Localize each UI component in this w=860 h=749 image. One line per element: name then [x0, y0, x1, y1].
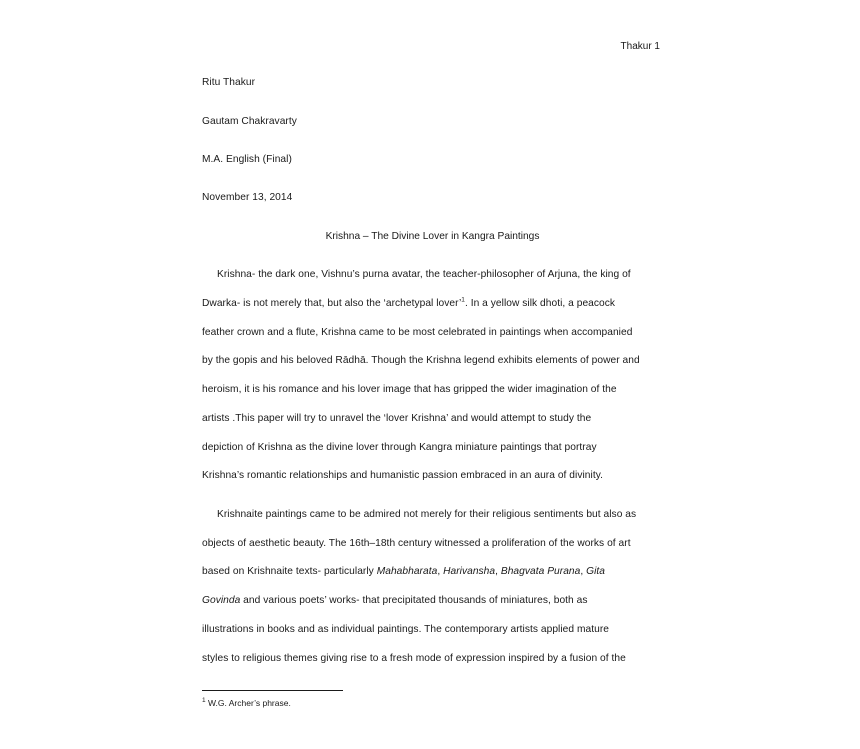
footnote-reference[interactable]: 1: [461, 296, 465, 304]
text-line: Krishna’s romantic relationships and humanistic passion embraced in an aura of divinity.: [202, 470, 603, 481]
work-title: Bhagvata Purana: [500, 566, 581, 577]
text-line: by the gopis and his beloved Rādhā. Though the Krishna legend exhibits elements of power and: [202, 355, 640, 366]
text-span: and various poets’ works- that precipitated thousands of miniatures, both as: [240, 595, 588, 606]
text-line: [202, 594, 588, 607]
text-line: Krishnaite paintings came to be admired not merely for their religious sentiments but also as: [217, 509, 637, 520]
text-line: Krishna- the dark one, Vishnu’s purna avatar, the teacher-philosopher of Arjuna, the king of: [217, 269, 631, 280]
paper-title: Krishna – The Divine Lover in Kangra Paintings: [325, 231, 540, 242]
footnote-text: W.G. Archer’s phrase.: [205, 698, 291, 708]
text-span: ,: [437, 566, 444, 577]
text-line: [202, 565, 605, 578]
text-line: objects of aesthetic beauty. The 16th–18th century witnessed a proliferation of the works of art: [202, 538, 631, 549]
text-line: feather crown and a flute, Krishna came to be most celebrated in paintings when accompanied: [202, 327, 633, 338]
work-title: Mahabharata: [376, 566, 438, 577]
text-line: illustrations in books and as individual paintings. The contemporary artists applied mature: [202, 624, 609, 635]
text-span: ,: [580, 566, 587, 577]
text-span: . In a yellow silk dhoti, a peacock: [464, 298, 616, 309]
text-span: based on Krishnaite texts- particularly: [202, 566, 377, 577]
footnote: [202, 698, 291, 709]
work-title: Harivansha: [443, 566, 496, 577]
work-title: Gita: [586, 566, 606, 577]
text-span: ,: [495, 566, 501, 577]
text-line: depiction of Krishna as the divine lover through Kangra miniature paintings that portray: [202, 442, 597, 453]
text-line: styles to religious themes giving rise to a fresh mode of expression inspired by a fusion of the: [202, 653, 626, 664]
text-line: [202, 297, 615, 310]
work-title: Govinda: [202, 595, 241, 606]
footnote-separator: [202, 690, 343, 691]
running-header: Thakur 1: [620, 41, 660, 52]
submission-date: November 13, 2014: [202, 192, 293, 203]
text-line: heroism, it is his romance and his lover image that has gripped the wider imagination of the: [202, 384, 617, 395]
course-name: M.A. English (Final): [202, 154, 292, 165]
author-name: Ritu Thakur: [202, 77, 256, 88]
footnote-marker: 1: [202, 697, 206, 705]
text-span: Dwarka- is not merely that, but also the ‘archetypal lover’: [202, 298, 462, 309]
instructor-name: Gautam Chakravarty: [202, 116, 297, 127]
text-line: artists .This paper will try to unravel the ‘lover Krishna’ and would attempt to study the: [202, 413, 592, 424]
